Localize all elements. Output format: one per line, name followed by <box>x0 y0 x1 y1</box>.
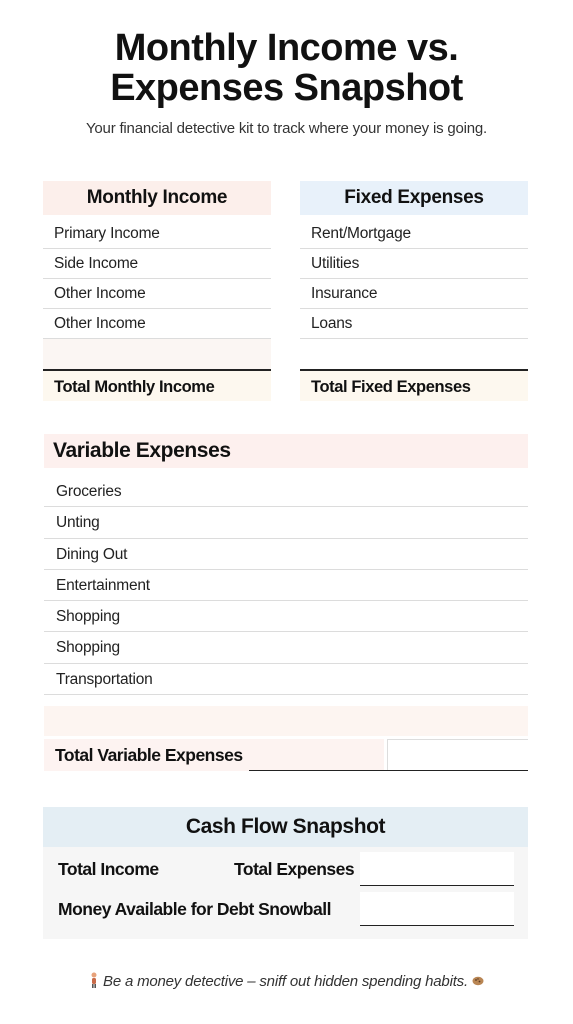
fixed-row-loans[interactable]: Loans <box>300 309 528 339</box>
variable-row-entertainment[interactable]: Entertainment <box>44 570 528 601</box>
variable-expenses-heading: Variable Expenses <box>44 434 528 468</box>
variable-row-groceries[interactable]: Groceries <box>44 476 528 507</box>
total-variable-input[interactable] <box>387 739 528 770</box>
fixed-row-blank[interactable] <box>300 339 528 369</box>
income-row-primary[interactable]: Primary Income <box>43 219 271 249</box>
fixed-expenses-box <box>300 181 528 401</box>
income-row-blank[interactable] <box>43 339 271 369</box>
footer-text: Be a money detective – sniff out hidden spending habits. <box>103 973 468 990</box>
cookie-icon <box>472 973 484 983</box>
page-title <box>0 28 573 108</box>
income-row-other-1[interactable]: Other Income <box>43 279 271 309</box>
page-subtitle: Your financial detective kit to track where your money is going. <box>85 120 488 137</box>
monthly-income-box <box>43 181 271 401</box>
detective-figure-icon <box>89 972 99 988</box>
monthly-income-heading: Monthly Income <box>43 181 271 215</box>
income-row-side[interactable]: Side Income <box>43 249 271 279</box>
variable-expenses-box <box>44 434 528 695</box>
page-title-line-1: Monthly Income vs. <box>114 27 459 69</box>
total-variable-label: Total Variable Expenses <box>44 739 384 771</box>
footer-tagline <box>0 972 573 990</box>
fixed-expenses-heading: Fixed Expenses <box>300 181 528 215</box>
variable-row-dining-out[interactable]: Dining Out <box>44 539 528 570</box>
cashflow-total-income-label: Total Income <box>58 859 159 879</box>
total-monthly-income: Total Monthly Income <box>43 369 271 401</box>
fixed-row-rent[interactable]: Rent/Mortgage <box>300 219 528 249</box>
cashflow-expenses-input[interactable] <box>360 852 514 886</box>
variable-blank-row[interactable] <box>44 706 528 736</box>
cashflow-total-expenses-label: Total Expenses <box>234 859 355 879</box>
fixed-row-utilities[interactable]: Utilities <box>300 249 528 279</box>
variable-row-transportation[interactable]: Transportation <box>44 664 528 695</box>
cashflow-debt-label: Money Available for Debt Snowball <box>58 899 331 919</box>
income-row-other-2[interactable]: Other Income <box>43 309 271 339</box>
cashflow-heading: Cash Flow Snapshot <box>43 807 528 847</box>
total-variable-input-line[interactable] <box>249 770 528 771</box>
fixed-row-insurance[interactable]: Insurance <box>300 279 528 309</box>
total-fixed-expenses: Total Fixed Expenses <box>300 369 528 401</box>
variable-row-unting[interactable]: Unting <box>44 507 528 538</box>
cashflow-debt-input[interactable] <box>360 892 514 926</box>
variable-row-shopping-2[interactable]: Shopping <box>44 632 528 663</box>
variable-row-shopping-1[interactable]: Shopping <box>44 601 528 632</box>
page-title-line-2: Expenses Snapshot <box>110 67 463 109</box>
